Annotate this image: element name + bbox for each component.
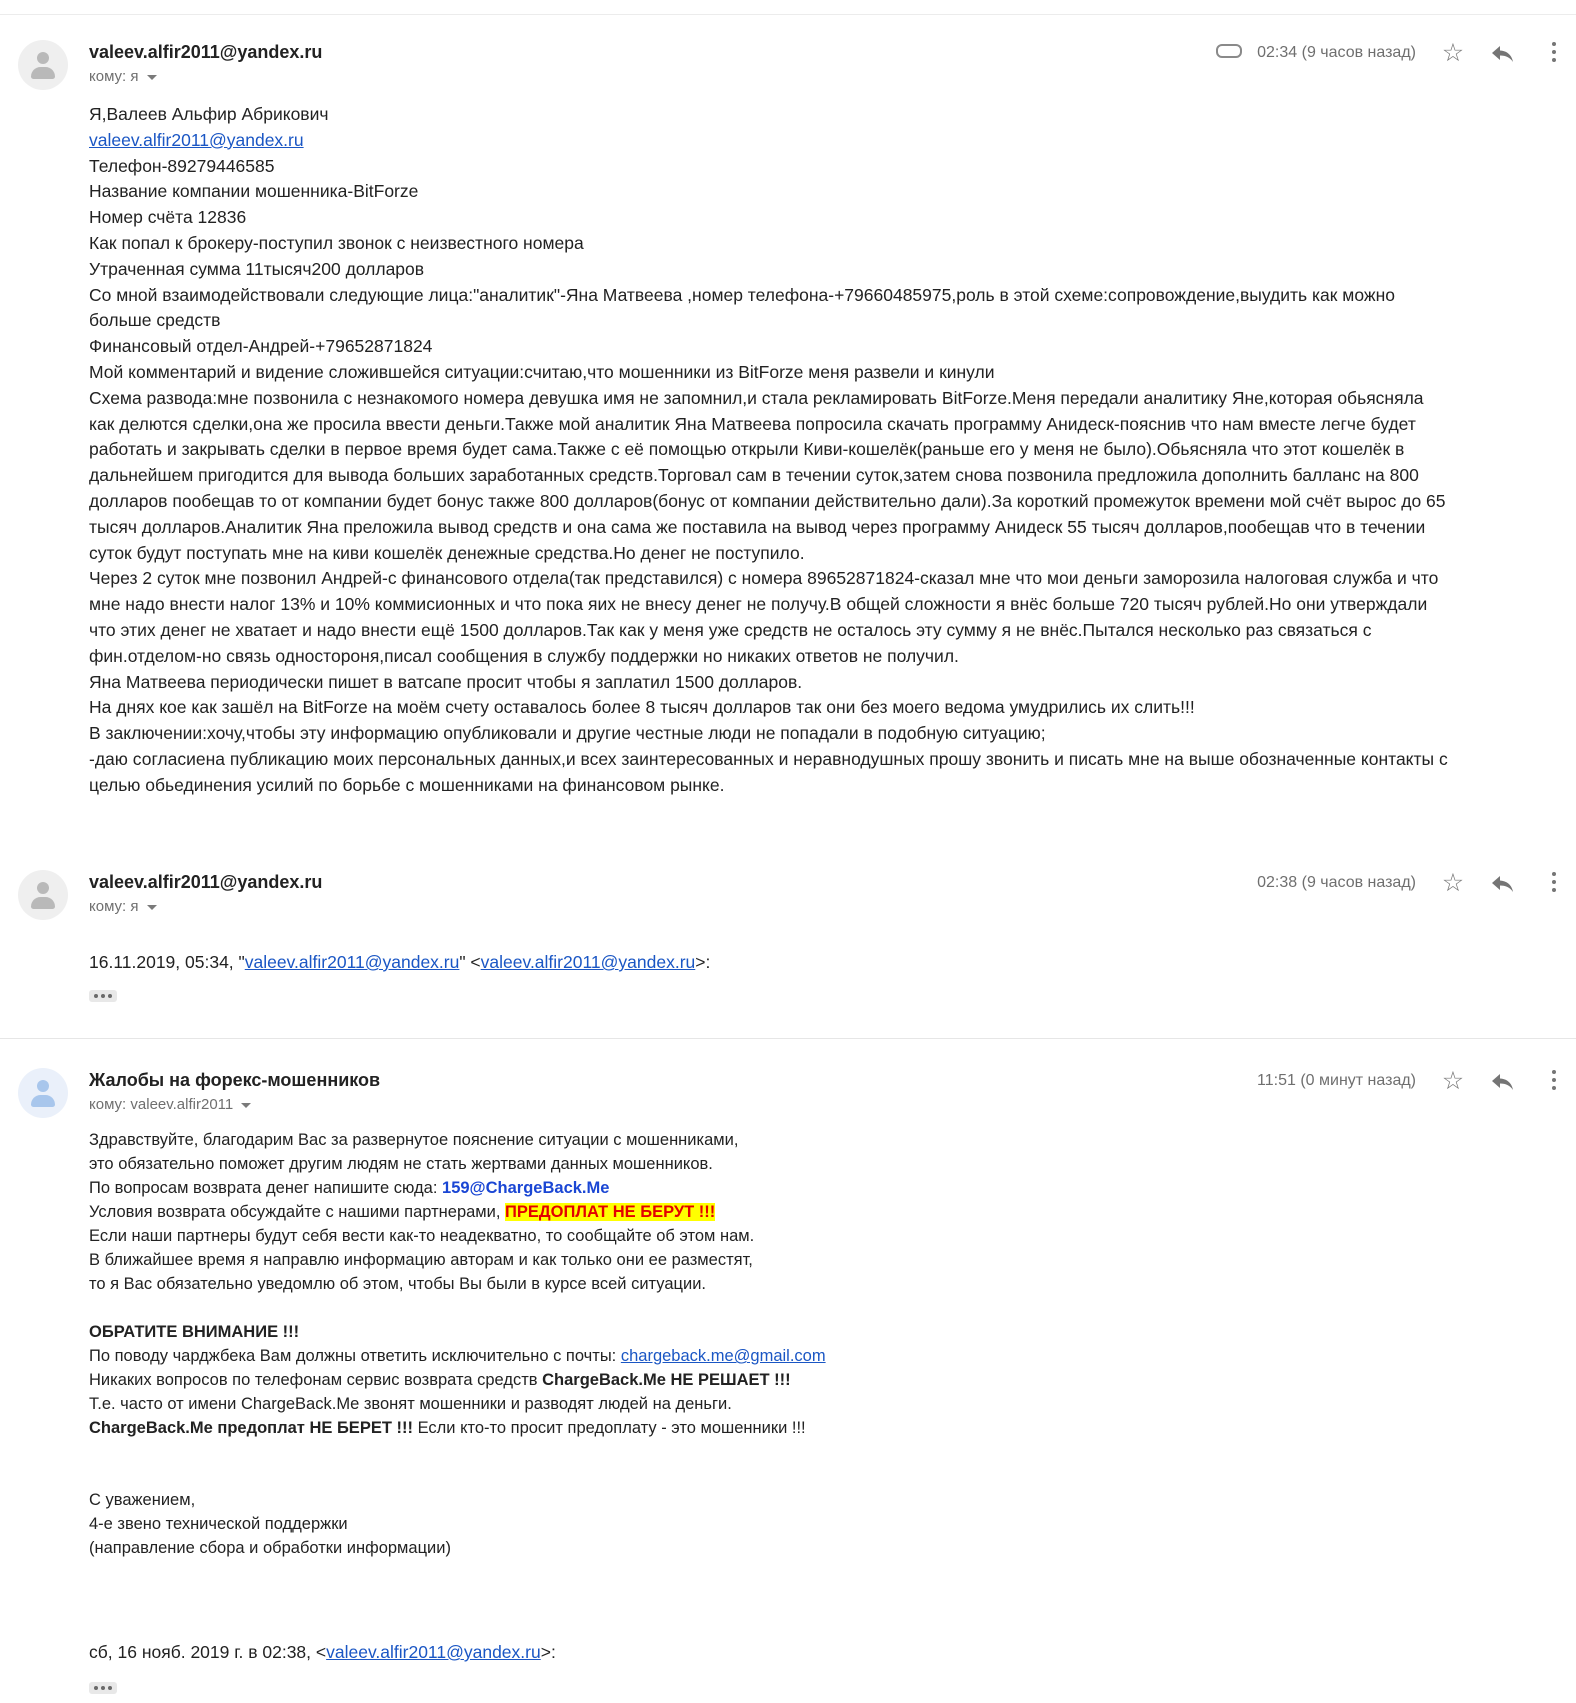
body-line: -даю согласиена публикацию моих персональных данных,и всех заинтересованных и неравнодушных прошу звонить и писать мне на выше обозначенные контакты с <box>89 748 1448 769</box>
bold-text: ChargeBack.Me предоплат НЕ БЕРЕТ !!! <box>89 1419 413 1437</box>
highlighted-warning: ПРЕДОПЛАТ НЕ БЕРУТ !!! <box>505 1203 716 1221</box>
reply-icon[interactable] <box>1490 872 1516 896</box>
body-line: На днях кое как зашёл на BitForze на моём счету оставалось более 8 тысяч долларов так они без моего ведома умудрились их слить!!! <box>89 697 1195 718</box>
sender-name[interactable]: valeev.alfir2011@yandex.ru <box>89 872 323 892</box>
quote-prefix: сб, 16 нояб. 2019 г. в 02:38, < <box>89 1642 327 1662</box>
body-line: По вопросам возврата денег напишите сюда: <box>89 1179 443 1197</box>
email-link[interactable]: valeev.alfir2011@yandex.ru <box>244 952 460 972</box>
avatar[interactable] <box>18 1068 68 1118</box>
body-line: работать и закрывать сделки в первое время будет сама.Также с её помощью открыли Киви-кошелёк(раньше его у меня не было).Обьясняла что этот кошелёк в <box>89 439 1405 460</box>
more-options-icon[interactable] <box>1550 42 1558 66</box>
message-header-2[interactable] <box>0 870 1576 930</box>
body-line: Никаких вопросов по телефонам сервис возврата средств <box>89 1371 543 1389</box>
attention-heading: ОБРАТИТЕ ВНИМАНИЕ !!! <box>89 1323 300 1341</box>
quoted-header-2 <box>89 950 1574 976</box>
body-line: больше средств <box>89 310 221 331</box>
recipient-line[interactable] <box>89 68 157 85</box>
recipient-label: кому: valeev.alfir2011 <box>89 1096 234 1113</box>
email-link[interactable]: valeev.alfir2011@yandex.ru <box>326 1642 541 1662</box>
body-line: Финансовый отдел-Андрей-+79652871824 <box>89 336 433 357</box>
body-line: Здравствуйте, благодарим Вас за развернутое пояснение ситуации с мошенниками, <box>89 1131 739 1149</box>
chevron-down-icon[interactable] <box>241 1103 251 1108</box>
body-line: Утраченная сумма 11тысяч200 долларов <box>89 258 425 279</box>
message-divider <box>0 1038 1576 1039</box>
email-link[interactable]: valeev.alfir2011@yandex.ru <box>89 129 304 150</box>
recipient-label: кому: я <box>89 68 139 85</box>
body-line: это обязательно поможет другим людям не стать жертвами данных мошенников. <box>89 1155 713 1173</box>
message-header-1[interactable] <box>0 40 1576 100</box>
more-options-icon[interactable] <box>1550 872 1558 896</box>
body-line: Со мной взаимодействовали следующие лица:"аналитик"-Яна Матвеева ,номер телефона-+79660485975,роль в этой схеме:сопровождение,выудить как можно <box>89 284 1395 305</box>
quote-prefix: 16.11.2019, 05:34, " <box>89 952 245 972</box>
message-time: 02:38 (9 часов назад) <box>1257 874 1416 891</box>
sender-name[interactable]: Жалобы на форекс-мошенников <box>89 1070 381 1090</box>
email-link[interactable]: chargeback.me@gmail.com <box>620 1347 826 1365</box>
email-link[interactable]: valeev.alfir2011@yandex.ru <box>480 952 696 972</box>
body-line: тысяч долларов.Аналитик Яна преложила вывод средств и она сама же поставила на вывод через программу Анидеск 55 тысяч долларов,пообещав что в течении <box>89 516 1426 537</box>
body-line: суток будут поступать мне на киви кошелёк денежные средства.Но денег не поступило. <box>89 542 805 563</box>
recipient-label: кому: я <box>89 898 139 915</box>
reply-icon[interactable] <box>1490 42 1516 66</box>
bold-text: ChargeBack.Me НЕ РЕШАЕТ !!! <box>542 1371 791 1389</box>
body-line: По поводу чарджбека Вам должны ответить исключительно с почты: <box>89 1347 621 1365</box>
body-line: что этих денег не хватает и надо внести ещё 1500 долларов.Так как у меня уже средств не осталось эту сумму я не внёс.Пытался несколько раз связаться с <box>89 619 1372 640</box>
signature-line: С уважением, <box>89 1491 196 1509</box>
avatar[interactable] <box>18 870 68 920</box>
chevron-down-icon[interactable] <box>147 75 157 80</box>
message-time: 02:34 (9 часов назад) <box>1257 44 1416 61</box>
quote-suffix: >: <box>695 952 711 972</box>
message-body-1 <box>89 102 1574 799</box>
body-line: Номер счёта 12836 <box>89 207 247 228</box>
body-line: Через 2 суток мне позвонил Андрей-с финансового отдела(так представился) с номера 89652871824-сказал мне что мои деньги заморозила налоговая служба и что <box>89 568 1439 589</box>
star-icon[interactable]: ☆ <box>1441 1067 1465 1095</box>
sender-name[interactable]: valeev.alfir2011@yandex.ru <box>89 42 323 62</box>
message-body-3 <box>89 1128 826 1560</box>
body-line: Т.е. часто от имени ChargeBack.Me звонят мошенники и разводят людей на деньги. <box>89 1395 732 1413</box>
body-line: Телефон-89279446585 <box>89 155 275 176</box>
body-line: целью обьединения усилий по борьбе с мошенниками на финансовом рынке. <box>89 774 725 795</box>
contact-email[interactable]: 159@ChargeBack.Me <box>442 1179 610 1197</box>
star-icon[interactable]: ☆ <box>1441 869 1465 897</box>
message-time: 11:51 (0 минут назад) <box>1257 1072 1416 1089</box>
recipient-line[interactable] <box>89 898 157 915</box>
attachment-icon <box>1216 44 1242 58</box>
signature-line: (направление сбора и обработки информации) <box>89 1539 451 1557</box>
quote-suffix: >: <box>540 1642 556 1662</box>
body-line: то я Вас обязательно уведомлю об этом, чтобы Вы были в курсе всей ситуации. <box>89 1275 707 1293</box>
reply-icon[interactable] <box>1490 1070 1516 1094</box>
body-line: Если наши партнеры будут себя вести как-то неадекватно, то сообщайте об этом нам. <box>89 1227 755 1245</box>
signature-line: 4-е звено технической поддержки <box>89 1515 348 1533</box>
body-line: как делются сделки,она же просила ввести деньги.Также мой аналитик Яна Матвеева попросила скачать программу Анидеск-пояснив что нам вместе легче будет <box>89 413 1416 434</box>
body-line: Название компании мошенника-BitForze <box>89 181 419 202</box>
chevron-down-icon[interactable] <box>147 905 157 910</box>
body-line: Я,Валеев Альфир Абрикович <box>89 104 329 124</box>
quoted-header-3 <box>89 1640 1574 1666</box>
star-icon[interactable]: ☆ <box>1441 39 1465 67</box>
body-line: долларов пообещав то от компании будет бонус также 800 долларов(бонус от компании действительно дали).За короткий промежуток времени мой счёт вырос до 65 <box>89 490 1446 511</box>
avatar[interactable] <box>18 40 68 90</box>
body-line: Схема развода:мне позвонила с незнакомого номера девушка имя не запомнил,и стала рекламировать BitForze.Меня передали аналитику Яне,которая обьясняла <box>89 387 1424 408</box>
show-trimmed-content-button[interactable] <box>89 1682 117 1694</box>
body-line: В ближайшее время я направлю информацию авторам и как только они ее разместят, <box>89 1251 753 1269</box>
body-line: Условия возврата обсуждайте с нашими партнерами, <box>89 1203 506 1221</box>
message-header-3[interactable] <box>0 1068 1576 1128</box>
show-trimmed-content-button[interactable] <box>89 990 117 1002</box>
body-line: В заключении:хочу,чтобы эту информацию опубликовали и другие честные люди не попадали в подобную ситуацию; <box>89 723 1046 744</box>
quote-middle: " < <box>459 952 481 972</box>
body-line: фин.отделом-но связь одностороня,писал сообщения в службу поддержки но никаких ответов не получил. <box>89 645 959 666</box>
body-line: Если кто-то просит предоплату - это мошенники !!! <box>412 1419 806 1437</box>
recipient-line[interactable] <box>89 1096 251 1113</box>
top-divider <box>0 14 1576 15</box>
body-line: мне надо внести налог 13% и 10% коммисионных и что пока яих не внесу денег не получу.В общей сложности я внёс больше 720 тысяч рублей.Но они утверждали <box>89 594 1428 615</box>
body-line: Мой комментарий и видение сложившейся ситуации:считаю,что мошенники из BitForze меня развели и кинули <box>89 361 995 382</box>
more-options-icon[interactable] <box>1550 1070 1558 1094</box>
body-line: Яна Матвеева периодически пишет в ватсапе просит чтобы я заплатил 1500 долларов. <box>89 671 803 692</box>
body-line: дальнейшем пригодится для вывода больших заработанных средств.Торговал сам в течении суток,затем снова позвонила предложила дополнить балланс на 800 <box>89 465 1419 486</box>
body-line: Как попал к брокеру-поступил звонок с неизвестного номера <box>89 232 584 253</box>
